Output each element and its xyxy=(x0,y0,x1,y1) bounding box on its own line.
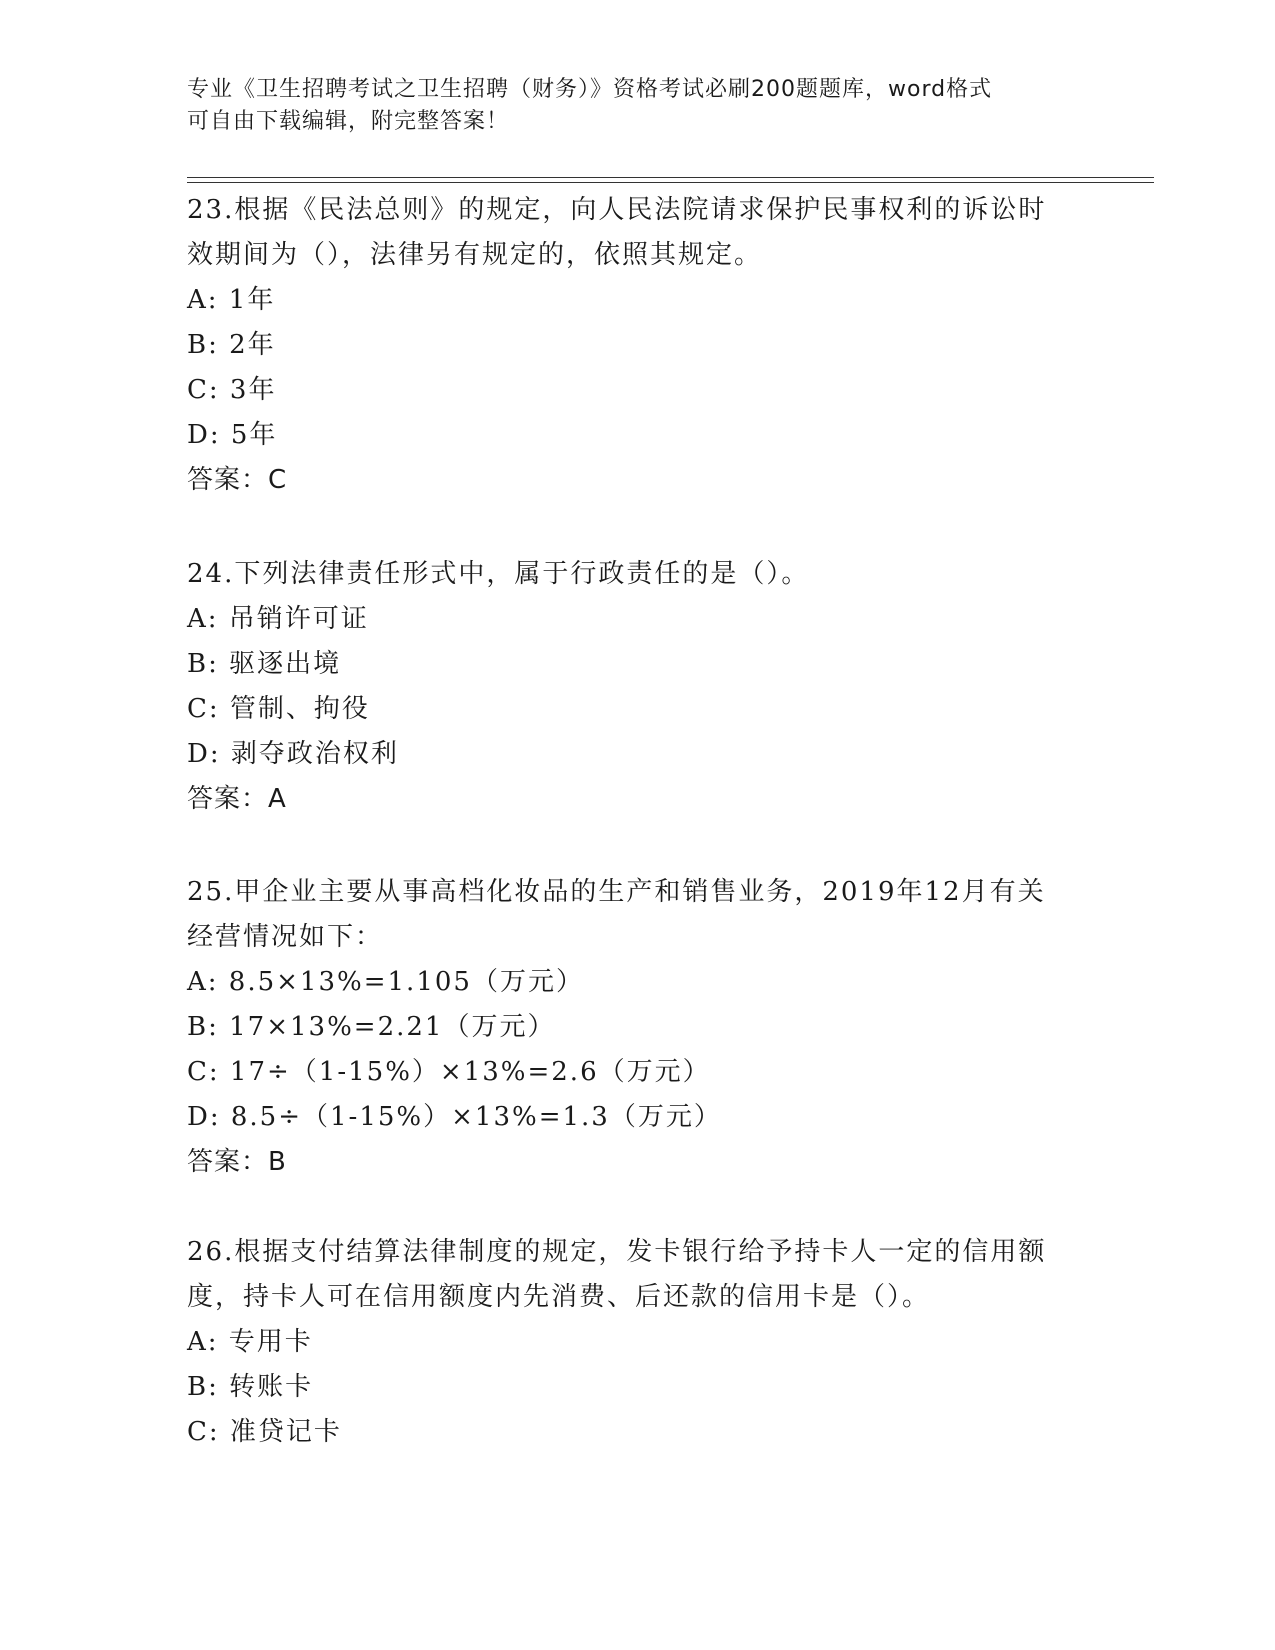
question-25 xyxy=(187,870,1087,1185)
question-26 xyxy=(187,1230,1087,1455)
question-stem-line: 25.甲企业主要从事高档化妆品的生产和销售业务，2019年12月有关 xyxy=(187,877,1046,907)
answer-line: 答案：C xyxy=(187,465,288,495)
question-stem-line: 23.根据《民法总则》的规定，向人民法院请求保护民事权利的诉讼时 xyxy=(187,195,1047,225)
option-a: A: 吊销许可证 xyxy=(187,604,369,634)
answer-line: 答案：B xyxy=(187,1147,287,1177)
question-24 xyxy=(187,552,1087,822)
header-line-1: 专业《卫生招聘考试之卫生招聘（财务）》资格考试必刷200题题库，word格式 xyxy=(187,77,993,102)
question-stem-line: 度，持卡人可在信用额度内先消费、后还款的信用卡是（）。 xyxy=(187,1282,931,1312)
header-divider-top xyxy=(187,177,1154,178)
option-c: C: 17÷（1-15%）×13%=2.6（万元） xyxy=(187,1057,711,1087)
option-d: D: 剥夺政治权利 xyxy=(187,739,399,769)
question-stem-line: 效期间为（），法律另有规定的，依照其规定。 xyxy=(187,240,763,270)
option-b: B: 驱逐出境 xyxy=(187,649,342,679)
option-d: D: 5年 xyxy=(187,420,278,450)
document-header xyxy=(187,74,1067,138)
option-a: A: 1年 xyxy=(187,285,276,315)
header-divider-bottom xyxy=(187,182,1154,183)
option-b: B: 17×13%=2.21（万元） xyxy=(187,1012,556,1042)
option-b: B: 2年 xyxy=(187,330,276,360)
header-line-2: 可自由下载编辑，附完整答案！ xyxy=(187,109,510,134)
question-stem-line: 24.下列法律责任形式中，属于行政责任的是（）。 xyxy=(187,559,810,589)
answer-line: 答案：A xyxy=(187,784,287,814)
option-a: A: 8.5×13%=1.105（万元） xyxy=(187,967,584,997)
question-23 xyxy=(187,188,1087,503)
question-stem-line: 26.根据支付结算法律制度的规定，发卡银行给予持卡人一定的信用额 xyxy=(187,1237,1047,1267)
option-c: C: 管制、拘役 xyxy=(187,694,370,724)
option-d: D: 8.5÷（1-15%）×13%=1.3（万元） xyxy=(187,1102,722,1132)
option-b: B: 转账卡 xyxy=(187,1372,314,1402)
question-stem-line: 经营情况如下： xyxy=(187,922,384,952)
option-a: A: 专用卡 xyxy=(187,1327,313,1357)
option-c: C: 3年 xyxy=(187,375,277,405)
option-c: C: 准贷记卡 xyxy=(187,1417,342,1447)
